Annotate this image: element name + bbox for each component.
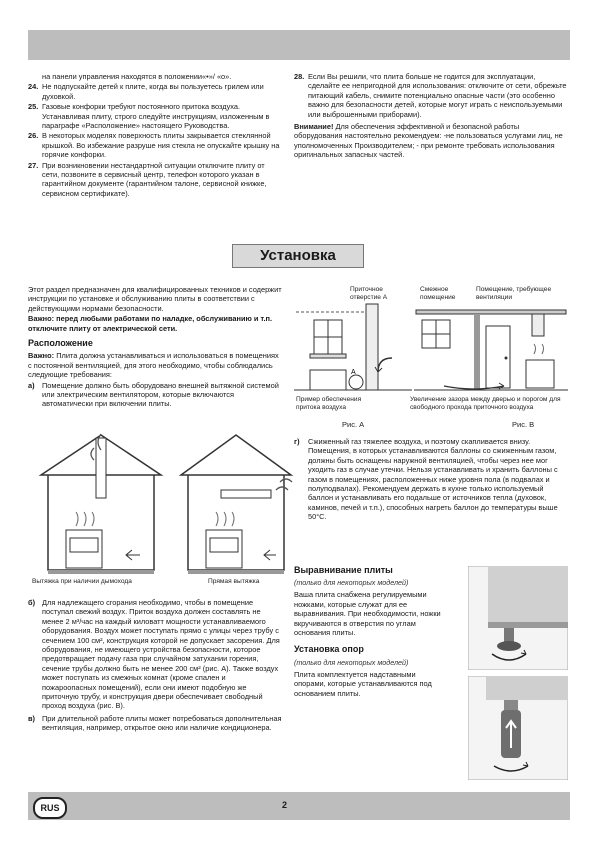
page-number: 2 [282, 800, 288, 810]
continued-text: на панели управления находятся в положении«•»/ «о». [42, 72, 232, 81]
support-heading: Установка опор [294, 644, 364, 655]
list-item: 28. Если Вы решили, что плита больше не годится для эксплуатации, сделайте ее непригодной для использования: отключите от сети, обрежьте питающий кабель, снимите потенциально опасные части (это особенно важно для безопасности детей, которые могут играть с неиспользуемыми или выброшенными приборами). [294, 72, 567, 119]
leveling-text: Ваша плита снабжена регулируемыми ножками, которые служат для ее выравнивания. При необходимости, ножки вкручиваются в отверстия по углам основания плиты. [294, 590, 441, 638]
label-ventilated-room: Помещение, требующее вентиляции [476, 286, 552, 301]
important-note: Важно: перед любыми работами по наладке, обслуживанию и т.п. отключите плиту от электрической сети. [28, 314, 273, 333]
list-item: б) Для надлежащего сгорания необходимо, чтобы в помещение поступал свежий воздух. Приток воздуха должен составлять не менее 2 м³/час на каждый киловатт мощности устанавливаемого оборудования. Воздух может поступать прямо с улицы через трубу с сечением 100 см², конструкция которой не допускает засорения. Для оборудования, не имеющего устройства безопасности, которое предотвращает подачу газа при случайном затухании горения, сечение трубы должно быть не менее 200 см² (рис. А). Также воздух может поступать из смежных комнат (кроме спален и пожароопасных помещений), если они имеют подобную же приточную трубу, и конструкция двери обеспечивает свободный проход воздуха (рис. В). [28, 598, 280, 711]
house-direct-exhaust-illustration [176, 430, 306, 575]
leveling-foot-photo [468, 566, 568, 670]
install-intro [28, 285, 282, 410]
house-chimney-illustration [36, 430, 166, 575]
item-g-column [294, 437, 568, 523]
support-foot-photo [468, 676, 568, 780]
list-item: а) Помещение должно быть оборудовано внешней вытяжной системой или электрическим вентилятором, которые включаются автоматически при включении плиты. [28, 380, 279, 409]
location-note: Важно: Плита должна устанавливаться и использоваться в помещениях с постоянной вентиляцией, для этого необходимо, чтобы соблюдались следующие требования: [28, 351, 279, 380]
leveling-heading: Выравнивание плиты [294, 565, 393, 575]
support-subtitle: (только для некоторых моделей) [294, 657, 409, 667]
list-item: 25. Газовые конфорки требуют постоянного притока воздуха. Устанавливая плиту, строго следуйте инструкциям, изложенным в параграфе «Расположение» настоящего Руководства. [28, 102, 270, 131]
label-adjacent-room: Смежное помещение [420, 286, 456, 301]
section-title: Установка [232, 244, 364, 268]
leveling-section [294, 562, 448, 699]
figure-a-illustration [294, 302, 412, 394]
header-band [28, 30, 570, 60]
list-item: 24. Не подпускайте детей к плите, когда вы пользуетесь грилем или духовкой. [28, 82, 264, 101]
caption-figure-a: Пример обеспечения притока воздуха [296, 396, 362, 411]
figure-a-title: Рис. А [342, 420, 365, 429]
list-item: г) Сжиженный газ тяжелее воздуха, и поэтому скапливается внизу. Помещения, в которых устанавливаются баллоны со сжиженным газом, должны быть оснащены наружной вентиляцией, чтобы через нее мог уходить газ в случае утечки. Нельзя устанавливать и хранить баллоны с газом в помещениях, расположенных ниже уровня пола (в подвалах и полуподвалах). Рекомендуем держать в кухне только используемый баллон и устанавливать его подальше от источников тепла (духовок, каминов, печей и т.п.), способных нагреть баллон до температуры выше 50°С. [294, 437, 558, 522]
intro-text: Этот раздел предназначен для квалифицированных техников и содержит инструкции по установке и обслуживанию плиты в соответствии с действующими нормами безопасности. [28, 285, 282, 313]
top-left-column [28, 72, 282, 199]
figure-a-letter: А [351, 369, 356, 376]
list-item: 26. В некоторых моделях поверхность плиты закрывается стеклянной крышкой. Во избежание разруше ния стекла не опускайте крышку на горячие конфорки. [28, 131, 280, 160]
footer-band [28, 792, 570, 820]
list-item: 27. При возникновении нестандартной ситуации отключите плиту от сети, позвоните в сервисный центр, телефон которого указан в гарантийном документе (гарантийном талоне, сервисной книжке, сервисном сертификате). [28, 160, 267, 198]
list-item: в) При длительной работе плиты может потребоваться дополнительная вентиляция, например, открытое окно или наличие кондиционера. [28, 713, 282, 733]
figure-b-title: Рис. В [512, 420, 535, 429]
top-right-column [294, 72, 568, 161]
caption-figure-b: Увеличение зазора между дверью и порогом для свободного прохода приточного воздуха [410, 396, 561, 411]
warning-note: Внимание! Для обеспечения эффективной и безопасной работы оборудования настоятельно рекомендуем: -не пользоваться услугами лиц, не уполномоченных Производителем; - при ремонте требовать использования оригинальных запасных частей. [294, 122, 563, 160]
language-badge: RUS [33, 797, 67, 819]
support-text: Плита комплектуется надставными опорами, которые устанавливаются под основанием плиты. [294, 669, 432, 698]
caption-chimney: Вытяжка при наличии дымохода [32, 578, 132, 585]
figure-b-illustration [414, 302, 568, 394]
location-heading: Расположение [28, 338, 93, 349]
caption-direct-exhaust: Прямая вытяжка [208, 578, 260, 585]
leveling-subtitle: (только для некоторых моделей) [294, 578, 409, 588]
install-items-bv [28, 598, 282, 734]
label-vent-opening: Приточное отверстие А [350, 286, 388, 301]
